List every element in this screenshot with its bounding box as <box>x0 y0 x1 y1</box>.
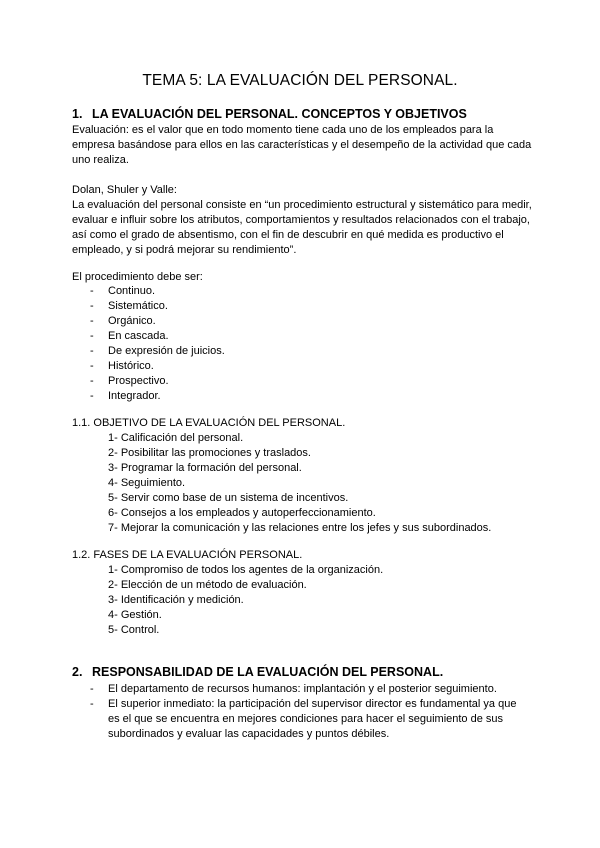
section-1-heading <box>72 107 467 121</box>
list-bullet: - <box>90 300 94 312</box>
document-title: TEMA 5: LA EVALUACIÓN DEL PERSONAL. <box>142 72 458 89</box>
procedure-intro: El procedimiento debe ser: <box>72 271 203 283</box>
section-2-title: RESPONSABILIDAD DE LA EVALUACIÓN DEL PERSONAL. <box>92 665 444 679</box>
list-bullet: - <box>90 683 94 695</box>
list-item: 1- Calificación del personal. <box>108 432 244 444</box>
list-item: 5- Control. <box>108 624 160 636</box>
list-bullet: - <box>90 375 94 387</box>
list-item-text: En cascada. <box>108 330 169 342</box>
list-item: 2- Elección de un método de evaluación. <box>108 579 307 591</box>
list-item: 5- Servir como base de un sistema de incentivos. <box>108 492 349 504</box>
list-item: 4- Seguimiento. <box>108 477 186 489</box>
list-item-text: El superior inmediato: la participación del supervisor director es fundamental ya que es el que se encuentra en mejores condiciones para hacer el seguimiento de sus subordinados y evaluar las capacidades y puntos débiles. <box>108 698 517 740</box>
list-item-text: El departamento de recursos humanos: implantación y el posterior seguimiento. <box>108 683 497 695</box>
list-item: 4- Gestión. <box>108 609 162 621</box>
authors-line: Dolan, Shuler y Valle: <box>72 184 177 196</box>
quote-paragraph: La evaluación del personal consiste en “un procedimiento estructural y sistemático para medir, evaluar e influir sobre los atributos, comportamientos y resultados relacionados con el trabajo, así como el grado de absentismo, con el fin de descubrir en qué medida es productivo el empleado, y si podrá mejorar su rendimiento”. <box>72 199 532 256</box>
list-item: 6- Consejos a los empleados y autoperfeccionamiento. <box>108 507 376 519</box>
list-item: 3- Identificación y medición. <box>108 594 244 606</box>
list-item: 7- Mejorar la comunicación y las relaciones entre los jefes y sus subordinados. <box>108 522 492 534</box>
list-bullet: - <box>90 390 94 402</box>
section-2-number: 2. <box>72 665 83 679</box>
list-bullet: - <box>90 285 94 297</box>
list-bullet: - <box>90 315 94 327</box>
list-item-text: Sistemático. <box>108 300 168 312</box>
list-item-text: Histórico. <box>108 360 154 372</box>
section-1-number: 1. <box>72 107 83 121</box>
list-item: 1- Compromiso de todos los agentes de la organización. <box>108 564 384 576</box>
subsection-1-1-heading: 1.1. OBJETIVO DE LA EVALUACIÓN DEL PERSONAL. <box>72 417 346 429</box>
subsection-1-2-heading: 1.2. FASES DE LA EVALUACIÓN PERSONAL. <box>72 549 303 561</box>
section-1-title: LA EVALUACIÓN DEL PERSONAL. CONCEPTOS Y OBJETIVOS <box>92 107 467 121</box>
section-2-heading <box>72 665 444 679</box>
list-bullet: - <box>90 330 94 342</box>
list-item: 3- Programar la formación del personal. <box>108 462 302 474</box>
list-item-text: Continuo. <box>108 285 156 297</box>
list-bullet: - <box>90 345 94 357</box>
list-item-text: Orgánico. <box>108 315 156 327</box>
list-bullet: - <box>90 698 94 710</box>
list-item: 2- Posibilitar las promociones y traslados. <box>108 447 311 459</box>
definition-paragraph: Evaluación: es el valor que en todo momento tiene cada uno de los empleados para la empresa basándose para ellos en las características y el desempeño de la actividad que cada uno realiza. <box>72 124 532 166</box>
list-item-text: Prospectivo. <box>108 375 169 387</box>
list-bullet: - <box>90 360 94 372</box>
list-item-text: De expresión de juicios. <box>108 345 225 357</box>
list-item-text: Integrador. <box>108 390 161 402</box>
